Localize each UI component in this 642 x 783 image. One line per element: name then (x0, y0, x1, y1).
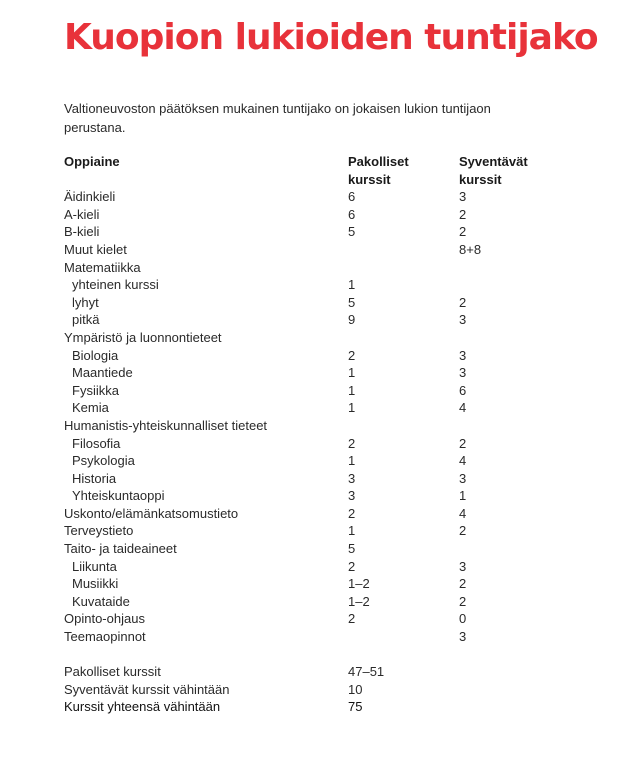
cell-subject: Liikunta (72, 558, 117, 574)
cell-mandatory: 5 (348, 294, 356, 310)
cell-mandatory: 2 (348, 347, 356, 363)
cell-deepening (459, 540, 549, 558)
cell-subject: Kuvataide (72, 593, 130, 609)
table-row (64, 487, 549, 505)
summary-empty (459, 698, 549, 716)
summary-row (64, 663, 549, 681)
cell-deepening (459, 329, 549, 347)
header-deepening-line2: kurssit (459, 171, 502, 187)
cell-subject: Fysiikka (72, 382, 119, 398)
cell-subject: Äidinkieli (64, 189, 116, 205)
cell-subject: Muut kielet (64, 241, 127, 257)
cell-subject: Taito- ja taideaineet (64, 541, 177, 557)
cell-deepening: 2 (459, 435, 467, 451)
cell-subject: Filosofia (72, 435, 121, 451)
summary-empty (459, 663, 549, 681)
cell-mandatory: 1 (348, 277, 356, 293)
spacer-cell (64, 646, 549, 664)
header-deepening-line1: Syventävät (459, 154, 528, 169)
table-row (64, 540, 549, 558)
header-subject (64, 153, 348, 188)
cell-mandatory (348, 259, 459, 277)
summary-row (64, 698, 549, 716)
header-mandatory (348, 153, 459, 188)
cell-deepening: 4 (459, 400, 467, 416)
cell-deepening: 3 (459, 365, 467, 381)
cell-mandatory: 5 (348, 224, 356, 240)
cell-deepening: 2 (459, 576, 467, 592)
cell-subject: Matematiikka (64, 259, 141, 275)
cell-mandatory: 6 (348, 206, 356, 222)
cell-deepening (459, 259, 549, 277)
page-title: Kuopion lukioiden tuntijako (64, 17, 598, 58)
cell-mandatory: 6 (348, 189, 356, 205)
table-row (64, 575, 549, 593)
cell-deepening (459, 417, 549, 435)
cell-deepening: 2 (459, 294, 467, 310)
cell-subject: yhteinen kurssi (72, 277, 159, 293)
cell-deepening: 2 (459, 206, 467, 222)
table-row (64, 522, 549, 540)
header-mandatory-line2: kurssit (348, 171, 391, 187)
header-subject-label: Oppiaine (64, 154, 120, 169)
cell-subject: Uskonto/elämänkatsomustieto (64, 505, 239, 521)
table-row (64, 347, 549, 365)
cell-mandatory: 2 (348, 505, 356, 521)
cell-subject: Humanistis-yhteiskunnalliset tieteet (64, 417, 268, 433)
cell-deepening: 3 (459, 189, 467, 205)
cell-deepening: 3 (459, 558, 467, 574)
cell-subject: lyhyt (72, 294, 99, 310)
cell-mandatory: 2 (348, 558, 356, 574)
table-row (64, 593, 549, 611)
intro-text: Valtioneuvoston päätöksen mukainen tuntijako on jokaisen lukion tuntijaon perustana. (64, 101, 491, 135)
cell-subject: Musiikki (72, 576, 119, 592)
cell-mandatory: 1 (348, 382, 356, 398)
table-row (64, 558, 549, 576)
table-row (64, 417, 549, 435)
course-distribution-table (64, 153, 549, 716)
table-row (64, 329, 549, 347)
cell-subject: pitkä (72, 312, 100, 328)
cell-mandatory: 1 (348, 400, 356, 416)
table-row (64, 188, 549, 206)
cell-deepening: 4 (459, 453, 467, 469)
table-row (64, 628, 549, 646)
table-row (64, 382, 549, 400)
table-row (64, 364, 549, 382)
cell-deepening: 2 (459, 593, 467, 609)
table-row (64, 505, 549, 523)
cell-subject: Terveystieto (64, 523, 134, 539)
summary-value: 10 (348, 681, 363, 697)
cell-subject: Maantiede (72, 365, 133, 381)
cell-mandatory (348, 329, 459, 347)
cell-mandatory (348, 241, 459, 259)
summary-label: Syventävät kurssit vähintään (64, 681, 230, 697)
summary-value: 47–51 (348, 664, 385, 680)
cell-mandatory: 2 (348, 611, 356, 627)
cell-deepening: 3 (459, 470, 467, 486)
summary-label: Pakolliset kurssit (64, 664, 161, 680)
cell-subject: Opinto-ohjaus (64, 611, 145, 627)
cell-subject: Psykologia (72, 453, 135, 469)
cell-subject: Teemaopinnot (64, 629, 146, 645)
summary-value: 75 (348, 699, 363, 715)
cell-deepening: 0 (459, 611, 467, 627)
table-row (64, 452, 549, 470)
cell-mandatory: 3 (348, 470, 356, 486)
cell-deepening: 2 (459, 523, 467, 539)
table-row (64, 610, 549, 628)
table-row (64, 206, 549, 224)
table-row (64, 435, 549, 453)
cell-subject: Ympäristö ja luonnontieteet (64, 329, 222, 345)
header-mandatory-line1: Pakolliset (348, 154, 409, 169)
summary-label: Kurssit yhteensä vähintään (64, 699, 221, 715)
table-body (64, 188, 549, 716)
cell-subject: Kemia (72, 400, 109, 416)
table-header-row (64, 153, 549, 188)
cell-mandatory (348, 628, 459, 646)
cell-deepening: 1 (459, 488, 467, 504)
cell-deepening: 3 (459, 312, 467, 328)
table-row (64, 259, 549, 277)
summary-row (64, 681, 549, 699)
spacer-row (64, 646, 549, 664)
table-row (64, 470, 549, 488)
cell-mandatory: 9 (348, 312, 356, 328)
cell-deepening: 2 (459, 224, 467, 240)
cell-mandatory: 1–2 (348, 593, 370, 609)
cell-subject: B-kieli (64, 224, 100, 240)
cell-deepening: 3 (459, 629, 467, 645)
table-row (64, 311, 549, 329)
cell-mandatory: 5 (348, 541, 356, 557)
cell-mandatory: 1 (348, 523, 356, 539)
table-row (64, 294, 549, 312)
cell-mandatory (348, 417, 459, 435)
header-deepening (459, 153, 549, 188)
cell-deepening: 3 (459, 347, 467, 363)
cell-mandatory: 1 (348, 365, 356, 381)
cell-mandatory: 3 (348, 488, 356, 504)
cell-deepening (459, 276, 549, 294)
table-row (64, 223, 549, 241)
cell-mandatory: 1–2 (348, 576, 370, 592)
table-row (64, 276, 549, 294)
cell-subject: Yhteiskuntaoppi (72, 488, 165, 504)
cell-deepening: 4 (459, 505, 467, 521)
cell-deepening: 6 (459, 382, 467, 398)
summary-empty (459, 681, 549, 699)
cell-subject: Historia (72, 470, 117, 486)
cell-subject: Biologia (72, 347, 119, 363)
cell-mandatory: 2 (348, 435, 356, 451)
cell-deepening: 8+8 (459, 241, 482, 257)
table-row (64, 399, 549, 417)
table-row (64, 241, 549, 259)
cell-subject: A-kieli (64, 206, 100, 222)
cell-mandatory: 1 (348, 453, 356, 469)
